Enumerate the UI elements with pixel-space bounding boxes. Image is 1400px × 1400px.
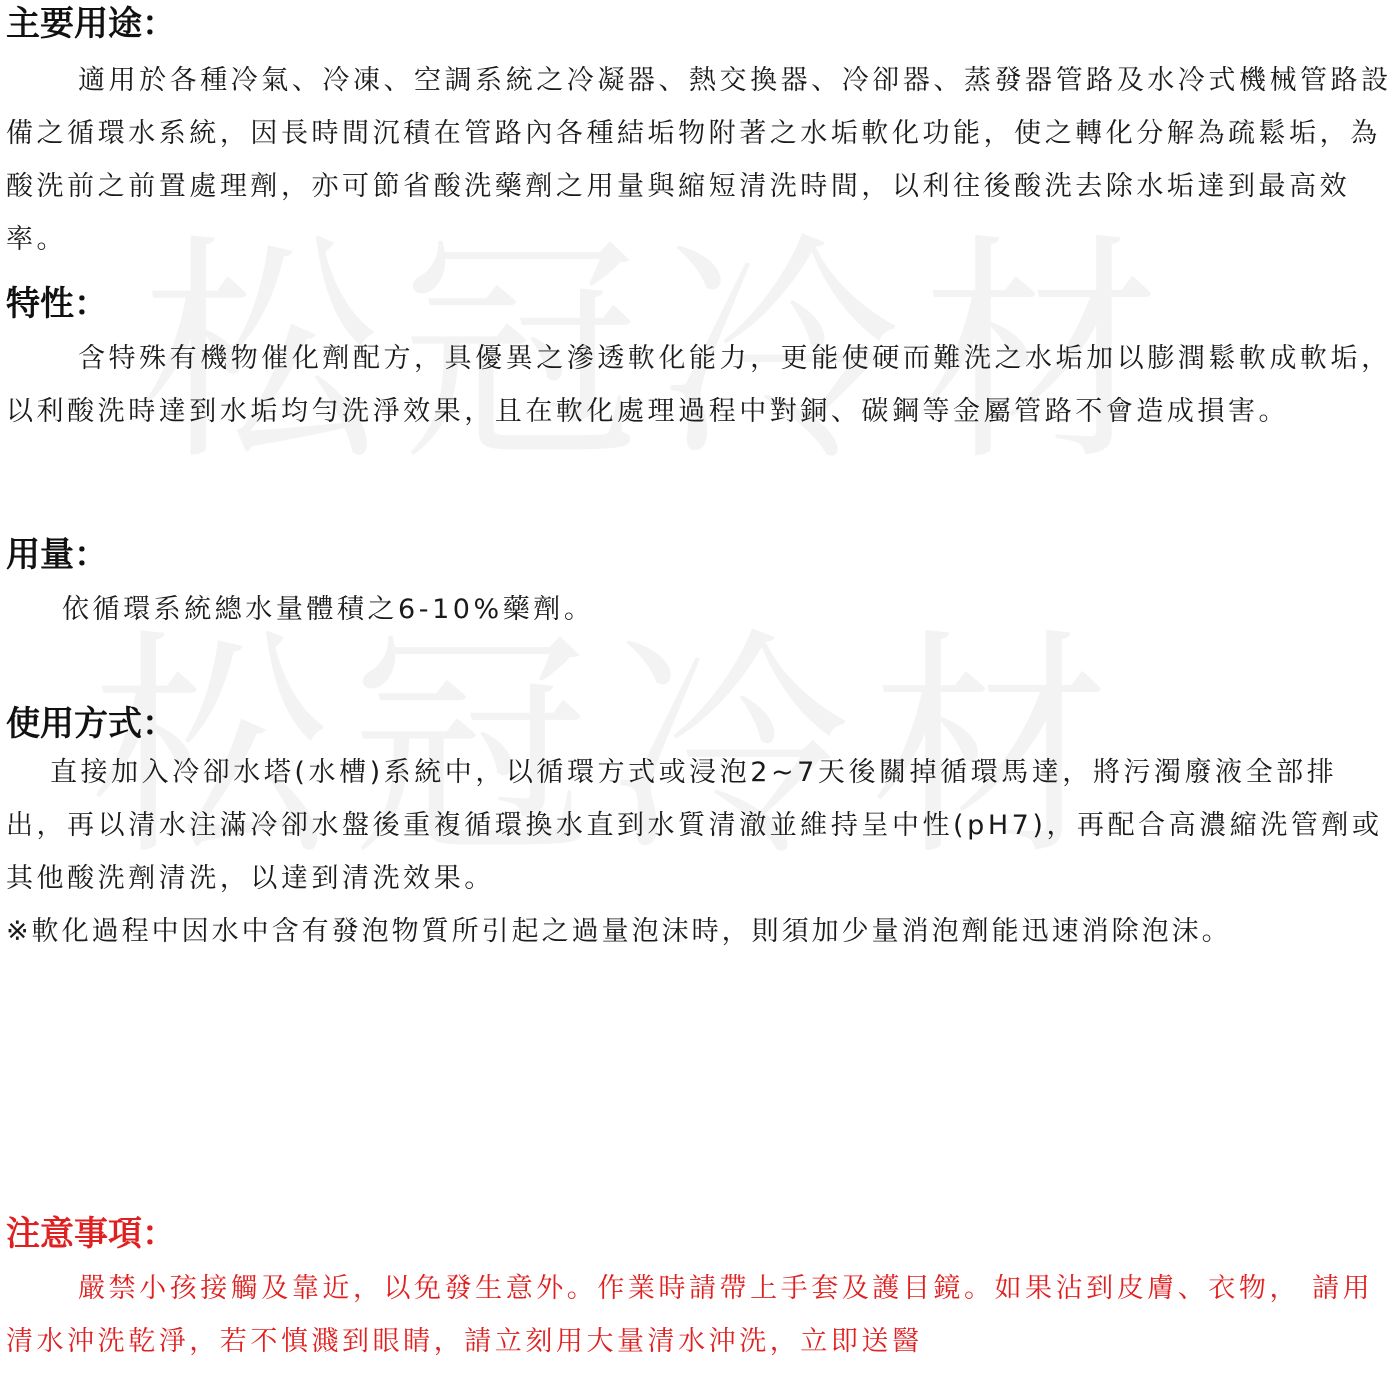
dosage-section bbox=[6, 535, 1398, 636]
usage-heading: 主要用途： bbox=[6, 4, 176, 44]
caution-heading: 注意事項： bbox=[6, 1214, 176, 1254]
features-section bbox=[6, 284, 1398, 438]
method-text: 直接加入冷卻水塔(水槽)系統中，以循環方式或浸泡2~7天後關掉循環馬達，將污濁廢液全部排出，再以清水注滿冷卻水盤後重複循環換水直到水質清澈並維持呈中性(pH7)，再配合高濃縮洗管劑或其他酸洗劑清洗，以達到清洗效果。 bbox=[6, 757, 1383, 894]
caution-section bbox=[6, 1214, 1398, 1368]
method-heading: 使用方式： bbox=[6, 704, 176, 744]
method-section bbox=[6, 704, 1398, 958]
usage-text: 適用於各種冷氣、冷凍、空調系統之冷凝器、熱交換器、冷卻器、蒸發器管路及水冷式機械管路設備之循環水系統，因長時間沉積在管路內各種結垢物附著之水垢軟化功能，使之轉化分解為疏鬆垢，為酸洗前之前置處理劑，亦可節省酸洗藥劑之用量與縮短清洗時間，以利往後酸洗去除水垢達到最高效率。 bbox=[6, 65, 1392, 255]
features-text: 含特殊有機物催化劑配方，具優異之滲透軟化能力，更能使硬而難洗之水垢加以膨潤鬆軟成軟垢，以利酸洗時達到水垢均勻洗淨效果，且在軟化處理過程中對銅、碳鋼等金屬管路不會造成損害。 bbox=[6, 343, 1392, 427]
caution-text: 嚴禁小孩接觸及靠近，以免發生意外。作業時請帶上手套及護目鏡。如果沾到皮膚、衣物， 請用清水沖洗乾淨，若不慎濺到眼睛，請立刻用大量清水沖洗，立即送醫 bbox=[6, 1273, 1374, 1357]
usage-section bbox=[6, 4, 1398, 266]
features-heading: 特性： bbox=[6, 284, 108, 324]
dosage-text: 依循環系統總水量體積之6-10%藥劑。 bbox=[62, 594, 595, 625]
method-note: ※軟化過程中因水中含有發泡物質所引起之過量泡沫時，則須加少量消泡劑能迅速消除泡沫。 bbox=[6, 916, 1232, 947]
dosage-heading: 用量： bbox=[6, 535, 108, 575]
